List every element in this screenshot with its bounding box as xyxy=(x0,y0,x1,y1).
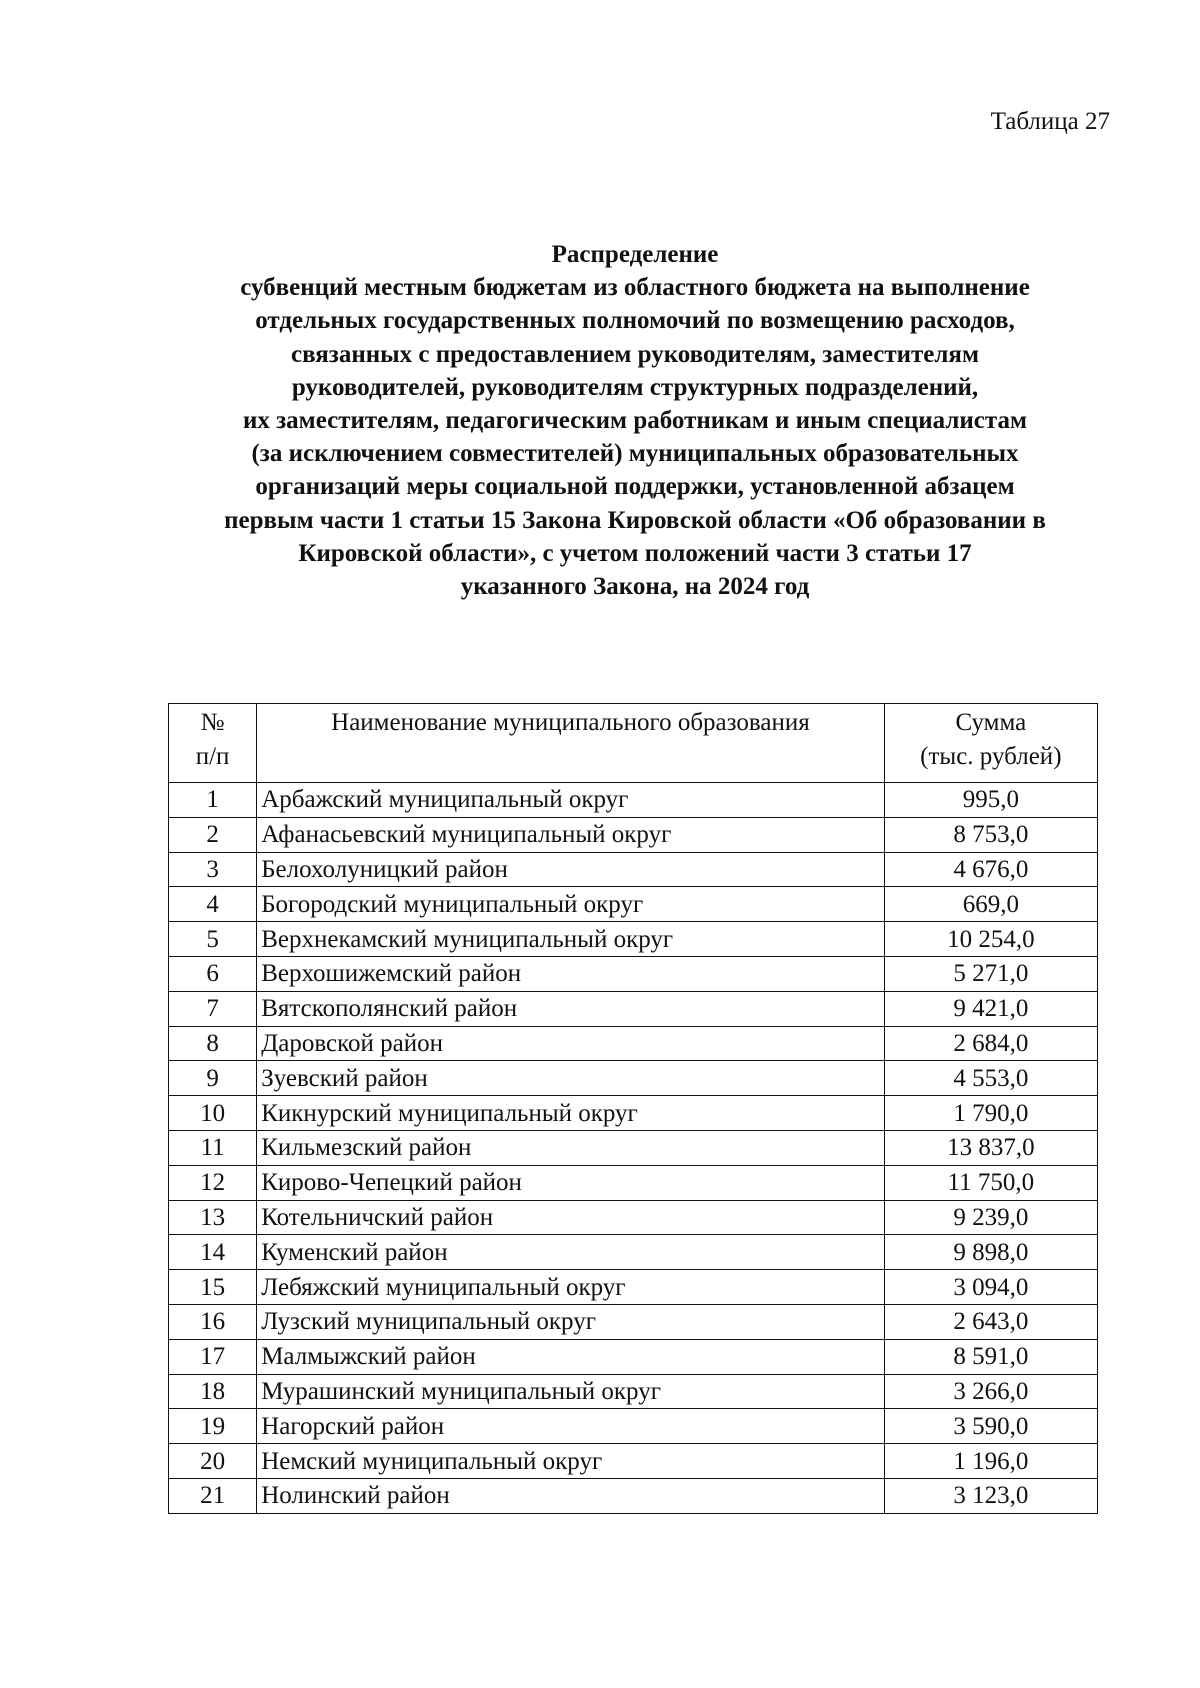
title-line: связанных с предоставлением руководителям, заместителям xyxy=(290,340,979,368)
row-sum: 13 837,0 xyxy=(884,1130,1097,1165)
row-sum: 995,0 xyxy=(884,783,1097,818)
row-number: 10 xyxy=(169,1096,257,1131)
row-sum: 11 750,0 xyxy=(884,1165,1097,1200)
table-row xyxy=(169,956,1098,991)
row-name: Кильмезский район xyxy=(257,1130,884,1165)
table-row xyxy=(169,852,1098,887)
row-name: Нолинский район xyxy=(257,1478,884,1513)
table-row xyxy=(169,1478,1098,1513)
title-line: организаций меры социальной поддержки, установленной абзацем xyxy=(255,473,1015,501)
row-number: 18 xyxy=(169,1374,257,1409)
table-row xyxy=(169,1444,1098,1479)
header-number xyxy=(169,704,257,783)
table-row xyxy=(169,922,1098,957)
row-name: Афанасьевский муниципальный округ xyxy=(257,817,884,852)
table-row xyxy=(169,1200,1098,1235)
title-line: их заместителям, педагогическим работникам и иным специалистам xyxy=(242,407,1028,435)
table-header xyxy=(169,704,1098,783)
row-name: Мурашинский муниципальный округ xyxy=(257,1374,884,1409)
table-row xyxy=(169,783,1098,818)
table-row xyxy=(169,1235,1098,1270)
row-name: Лузский муниципальный округ xyxy=(257,1304,884,1339)
row-name: Богородский муниципальный округ xyxy=(257,887,884,922)
header-sum xyxy=(884,704,1097,783)
row-sum: 5 271,0 xyxy=(884,956,1097,991)
row-name: Кирово-Чепецкий район xyxy=(257,1165,884,1200)
row-name: Малмыжский район xyxy=(257,1339,884,1374)
row-sum: 4 553,0 xyxy=(884,1061,1097,1096)
row-sum: 9 898,0 xyxy=(884,1235,1097,1270)
table-row xyxy=(169,817,1098,852)
table-row xyxy=(169,991,1098,1026)
header-number-line1: № xyxy=(200,709,225,736)
row-number: 8 xyxy=(169,1026,257,1061)
row-name: Вятскополянский район xyxy=(257,991,884,1026)
document-title xyxy=(150,238,1120,603)
row-name: Котельничский район xyxy=(257,1200,884,1235)
title-line: руководителей, руководителям структурных подразделений, xyxy=(291,373,979,401)
row-number: 13 xyxy=(169,1200,257,1235)
row-name: Верхнекамский муниципальный округ xyxy=(257,922,884,957)
row-number: 19 xyxy=(169,1409,257,1444)
row-number: 21 xyxy=(169,1478,257,1513)
row-name: Верхошижемский район xyxy=(257,956,884,991)
row-sum: 8 591,0 xyxy=(884,1339,1097,1374)
row-sum: 3 094,0 xyxy=(884,1270,1097,1305)
table-row xyxy=(169,1409,1098,1444)
header-name: Наименование муниципального образования xyxy=(257,704,884,783)
table-row xyxy=(169,1165,1098,1200)
row-number: 3 xyxy=(169,852,257,887)
row-name: Немский муниципальный округ xyxy=(257,1444,884,1479)
header-sum-line1: Сумма xyxy=(955,709,1027,736)
row-name: Зуевский район xyxy=(257,1061,884,1096)
row-number: 14 xyxy=(169,1235,257,1270)
row-sum: 1 196,0 xyxy=(884,1444,1097,1479)
row-sum: 1 790,0 xyxy=(884,1096,1097,1131)
row-name: Куменский район xyxy=(257,1235,884,1270)
row-sum: 8 753,0 xyxy=(884,817,1097,852)
row-number: 11 xyxy=(169,1130,257,1165)
row-name: Белохолуницкий район xyxy=(257,852,884,887)
row-sum: 10 254,0 xyxy=(884,922,1097,957)
table-row xyxy=(169,1096,1098,1131)
title-line: (за исключением совместителей) муниципальных образовательных xyxy=(251,440,1019,468)
title-line: субвенций местным бюджетам из областного бюджета на выполнение xyxy=(240,274,1030,302)
row-number: 6 xyxy=(169,956,257,991)
row-number: 7 xyxy=(169,991,257,1026)
row-sum: 3 266,0 xyxy=(884,1374,1097,1409)
row-number: 2 xyxy=(169,817,257,852)
row-sum: 2 684,0 xyxy=(884,1026,1097,1061)
row-name: Нагорский район xyxy=(257,1409,884,1444)
row-number: 12 xyxy=(169,1165,257,1200)
table-row xyxy=(169,1061,1098,1096)
row-number: 5 xyxy=(169,922,257,957)
row-sum: 9 421,0 xyxy=(884,991,1097,1026)
table-row xyxy=(169,887,1098,922)
table-row xyxy=(169,1374,1098,1409)
row-number: 1 xyxy=(169,783,257,818)
title-line: Кировской области», с учетом положений части 3 статьи 17 xyxy=(298,539,972,567)
title-line: первым части 1 статьи 15 Закона Кировской области «Об образовании в xyxy=(224,506,1046,534)
row-name: Лебяжский муниципальный округ xyxy=(257,1270,884,1305)
row-sum: 3 590,0 xyxy=(884,1409,1097,1444)
title-line: указанного Закона, на 2024 год xyxy=(460,573,810,601)
table-row xyxy=(169,1026,1098,1061)
table-number-label: Таблица 27 xyxy=(990,108,1110,135)
header-sum-line2: (тыс. рублей) xyxy=(920,743,1062,770)
row-number: 4 xyxy=(169,887,257,922)
row-name: Даровской район xyxy=(257,1026,884,1061)
row-number: 9 xyxy=(169,1061,257,1096)
row-name: Кикнурский муниципальный округ xyxy=(257,1096,884,1131)
row-sum: 4 676,0 xyxy=(884,852,1097,887)
title-line: Распределение xyxy=(551,241,719,268)
row-number: 15 xyxy=(169,1270,257,1305)
row-sum: 9 239,0 xyxy=(884,1200,1097,1235)
row-number: 16 xyxy=(169,1304,257,1339)
distribution-table xyxy=(168,703,1098,1514)
row-sum: 3 123,0 xyxy=(884,1478,1097,1513)
table-row xyxy=(169,1304,1098,1339)
table-row xyxy=(169,1130,1098,1165)
table-row xyxy=(169,1339,1098,1374)
header-number-line2: п/п xyxy=(195,743,230,770)
row-sum: 2 643,0 xyxy=(884,1304,1097,1339)
table-body xyxy=(169,783,1098,1514)
title-line: отдельных государственных полномочий по возмещению расходов, xyxy=(255,307,1015,335)
row-name: Арбажский муниципальный округ xyxy=(257,783,884,818)
header-row xyxy=(169,704,1098,783)
row-number: 17 xyxy=(169,1339,257,1374)
row-number: 20 xyxy=(169,1444,257,1479)
table-row xyxy=(169,1270,1098,1305)
row-sum: 669,0 xyxy=(884,887,1097,922)
